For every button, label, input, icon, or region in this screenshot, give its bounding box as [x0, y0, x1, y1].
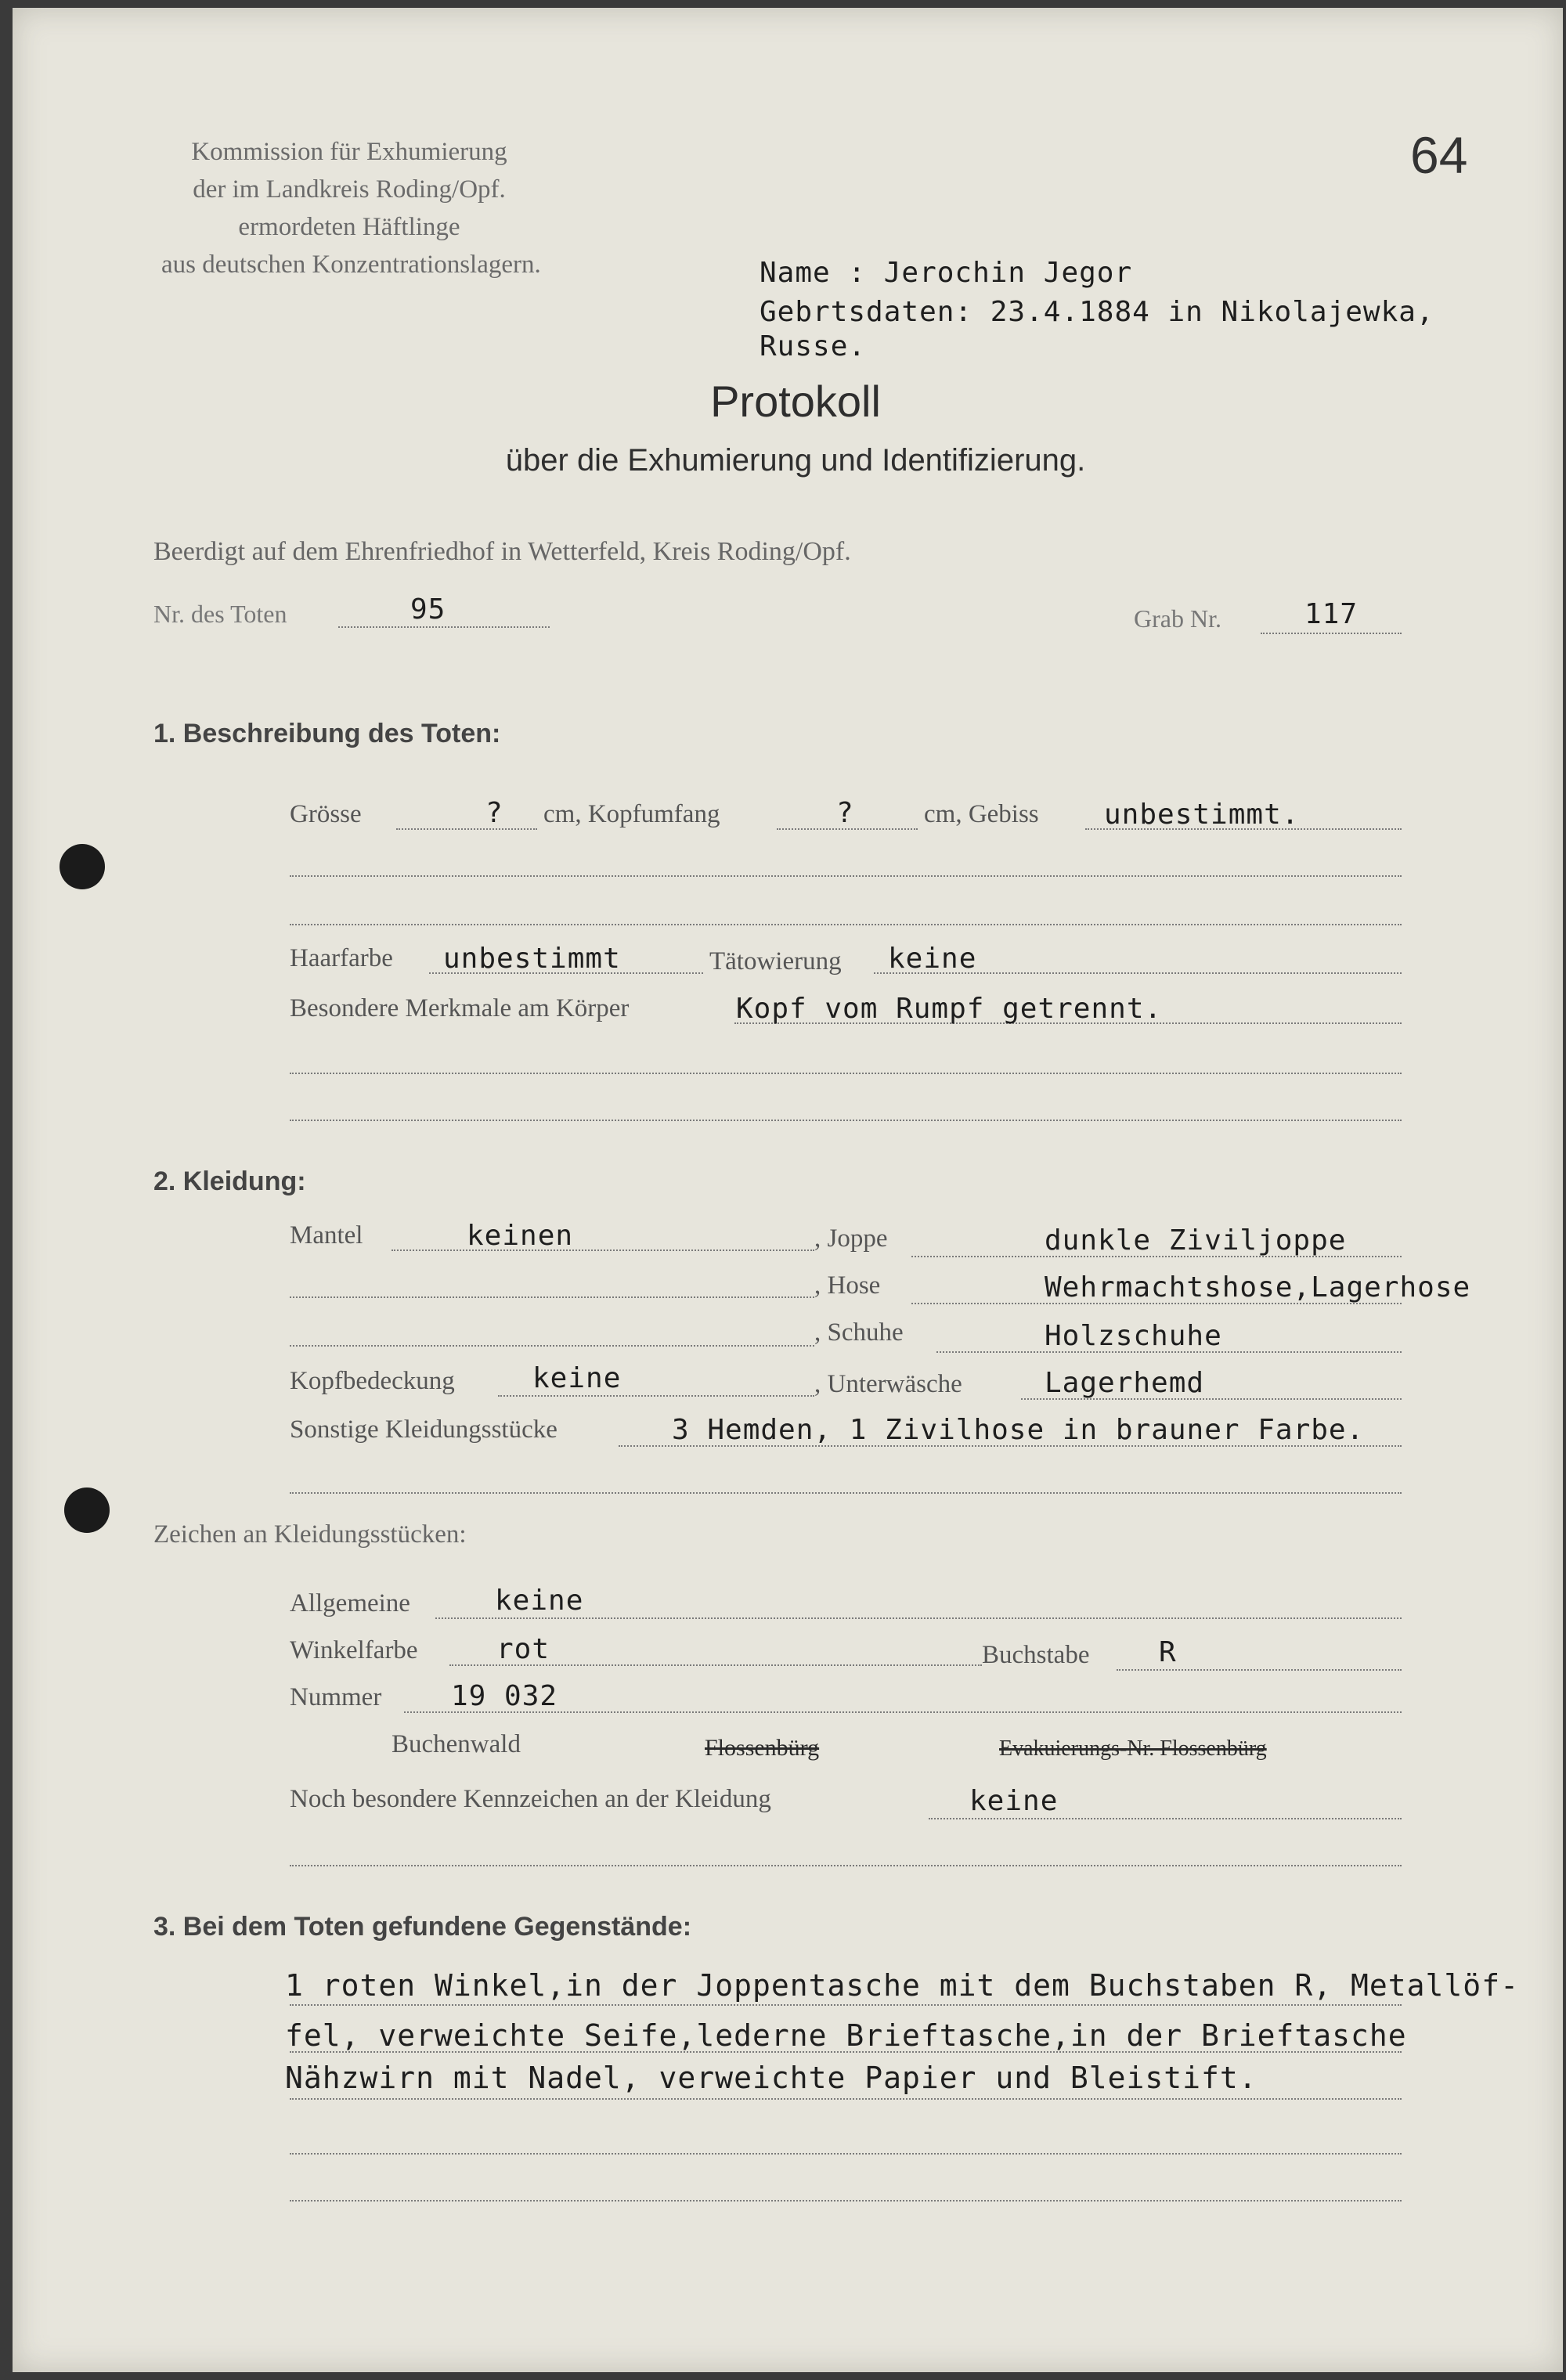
burial-text: Beerdigt auf dem Ehrenfriedhof in Wetterfeld, Kreis Roding/Opf.: [153, 537, 851, 566]
dead-number-value: 95: [410, 593, 446, 626]
section-1-heading: 1. Beschreibung des Toten:: [153, 719, 501, 748]
teeth-label: cm, Gebiss: [924, 800, 1039, 828]
other-clothing-value: 3 Hemden, 1 Zivilhose in brauner Farbe.: [672, 1414, 1365, 1446]
shoes-value: Holzschuhe: [1045, 1320, 1222, 1352]
punch-hole-top: [60, 844, 105, 889]
letter-label: Buchstabe: [982, 1641, 1090, 1669]
name-line: Name : Jerochin Jegor: [760, 257, 1133, 289]
angle-color-label: Winkelfarbe: [290, 1636, 418, 1664]
punch-hole-bottom: [64, 1488, 110, 1533]
shoes-label: , Schuhe: [814, 1318, 904, 1347]
protocol-page: [13, 8, 1563, 2372]
head-circumference-label: cm, Kopfumfang: [543, 800, 720, 828]
coat-label: Mantel: [290, 1221, 363, 1250]
grave-label: Grab Nr.: [1134, 604, 1221, 633]
nationality-line: Russe.: [760, 330, 867, 362]
evacuation-number-struck: Evakuierungs-Nr. Flossenbürg: [999, 1736, 1267, 1761]
commission-line: Kommission für Exhumierung: [191, 138, 507, 166]
found-items-line: fel, verweichte Seife,lederne Brieftasche,in der Brieftasche: [285, 2018, 1407, 2053]
found-items-line: Nähzwirn mit Nadel, verweichte Papier und Bleistift.: [285, 2061, 1257, 2095]
section-3-heading: 3. Bei dem Toten gefundene Gegenstände:: [153, 1912, 692, 1942]
commission-line: ermordeten Häftlinge: [238, 213, 460, 241]
number-label: Nummer: [290, 1683, 382, 1711]
birth-line: Gebrtsdaten: 23.4.1884 in Nikolajewka,: [760, 296, 1434, 328]
hair-color-label: Haarfarbe: [290, 944, 393, 972]
body-marks-value: Kopf vom Rumpf getrennt.: [736, 993, 1163, 1025]
page-number: 64: [1410, 126, 1468, 184]
angle-color-value: rot: [496, 1633, 550, 1665]
letter-value: R: [1159, 1636, 1177, 1668]
page-subtitle: über die Exhumierung und Identifizierung.: [505, 443, 1086, 478]
size-label: Grösse: [290, 800, 362, 828]
page-title: Protokoll: [710, 377, 881, 426]
coat-value: keinen: [467, 1220, 574, 1252]
size-value: ?: [485, 797, 503, 829]
jacket-value: dunkle Ziviljoppe: [1045, 1224, 1347, 1257]
body-marks-label: Besondere Merkmale am Körper: [290, 994, 630, 1022]
headwear-value: keine: [532, 1362, 622, 1394]
tattoo-label: Tätowierung: [709, 947, 842, 975]
dead-number-label: Nr. des Toten: [153, 600, 287, 628]
extra-marks-value: keine: [969, 1785, 1059, 1817]
number-value: 19 032: [451, 1680, 558, 1712]
tattoo-value: keine: [888, 943, 977, 975]
camp-buchenwald: Buchenwald: [392, 1730, 521, 1758]
trousers-label: , Hose: [814, 1271, 881, 1300]
commission-line: aus deutschen Konzentrationslagern.: [161, 251, 541, 279]
jacket-label: , Joppe: [814, 1224, 888, 1253]
clothing-marks-heading: Zeichen an Kleidungsstücken:: [153, 1520, 467, 1549]
hair-color-value: unbestimmt: [443, 943, 621, 975]
general-marks-label: Allgemeine: [290, 1589, 410, 1617]
headwear-label: Kopfbedeckung: [290, 1367, 455, 1395]
general-marks-value: keine: [495, 1585, 584, 1617]
camp-flossenburg-struck: Flossenbürg: [705, 1735, 820, 1761]
commission-header: [161, 133, 541, 283]
other-clothing-label: Sonstige Kleidungsstücke: [290, 1415, 557, 1444]
head-circumference-value: ?: [836, 797, 854, 829]
grave-value: 117: [1304, 598, 1359, 630]
commission-line: der im Landkreis Roding/Opf.: [193, 175, 506, 204]
section-2-heading: 2. Kleidung:: [153, 1167, 306, 1196]
trousers-value: Wehrmachtshose,Lagerhose: [1045, 1271, 1471, 1304]
found-items-line: 1 roten Winkel,in der Joppentasche mit dem Buchstaben R, Metallöf-: [285, 1968, 1519, 2003]
underwear-label: , Unterwäsche: [814, 1370, 962, 1398]
teeth-value: unbestimmt.: [1104, 799, 1300, 831]
extra-marks-label: Noch besondere Kennzeichen an der Kleidung: [290, 1785, 771, 1813]
underwear-value: Lagerhemd: [1045, 1367, 1205, 1399]
